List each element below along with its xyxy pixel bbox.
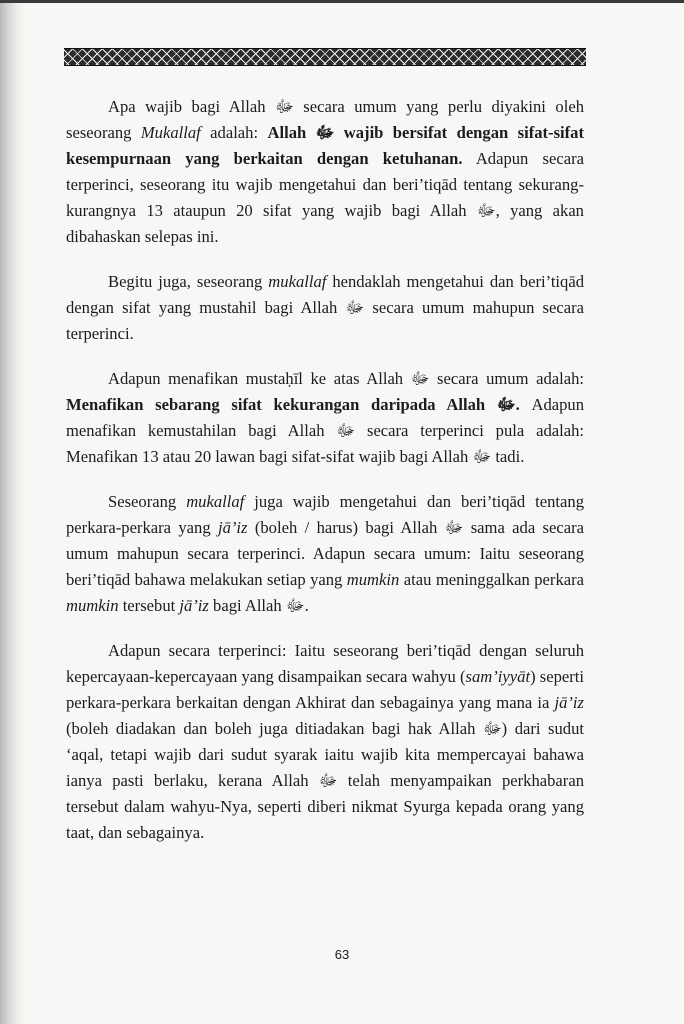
page-number: 63 xyxy=(334,947,350,962)
honorific-glyph: ﷻ xyxy=(476,201,496,220)
honorific-glyph: ﷻ xyxy=(275,97,294,116)
honorific-glyph: ﷻ xyxy=(496,395,516,414)
honorific-glyph: ﷻ xyxy=(285,596,305,615)
honorific-glyph: ﷻ xyxy=(472,447,492,466)
top-edge-rule xyxy=(0,0,684,3)
paragraph-5: Adapun secara terperinci: Iaitu seseorang beri’tiqād dengan seluruh kepercayaan-kepercayaan yang disampaikan secara wahyu (sam’iyyāt) seperti perkara-perkara berkaitan dengan Akhirat dan sebagainya yang mana ia jā’iz (boleh diadakan dan boleh juga ditiadakan bagi hak Allah ﷻ) dari sudut ‘aqal, tetapi wajib dari sudut syarak iaitu wajib kita mempercayai bahawa ianya pasti berlaku, kerana Allah ﷻ telah menyampaikan perkhabaran tersebut dalam wahyu-Nya, seperti diberi nikmat Syurga kepada orang yang taat, dan sebagainya. xyxy=(66,641,584,842)
honorific-glyph: ﷻ xyxy=(410,369,430,388)
paragraph-3: Adapun menafikan mustaḥīl ke atas Allah ﷻ secara umum adalah: Menafikan sebarang sifat kekurangan daripada Allah ﷻ. Adapun menafikan kemustahilan bagi Allah ﷻ secara terperinci pula adalah: Menafikan 13 atau 20 lawan bagi sifat-sifat wajib bagi Allah ﷻ tadi. xyxy=(66,369,585,466)
paragraph-1: Apa wajib bagi Allah ﷻ secara umum yang perlu diyakini oleh seseorang Mukallaf adalah: Allah ﷻ wajib bersifat dengan sifat-sifat kesempurnaan yang berkaitan dengan ketuhanan. Adapun secara terperinci, seseorang itu wajib mengetahui dan beri’tiqād tentang sekurang-kurangnya 13 ataupun 20 sifat yang wajib bagi Allah ﷻ, yang akan dibahaskan selepas ini. xyxy=(66,97,584,246)
honorific-glyph: ﷻ xyxy=(482,719,502,738)
honorific-glyph: ﷻ xyxy=(444,518,464,537)
paragraph-4: Seseorang mukallaf juga wajib mengetahui dan beri’tiqād tentang perkara-perkara yang jā’iz (boleh / harus) bagi Allah ﷻ sama ada secara umum mahupun secara terperinci. Adapun secara umum: Iaitu seseorang beri’tiqād bahawa melakukan setiap yang mumkin atau meninggalkan perkara mumkin tersebut jā’iz bagi Allah ﷻ. xyxy=(66,492,584,615)
honorific-glyph: ﷻ xyxy=(345,298,365,317)
header-ornament-border xyxy=(64,48,586,66)
honorific-glyph: ﷻ xyxy=(315,123,335,142)
paragraph-2: Begitu juga, seseorang mukallaf hendaklah mengetahui dan beri’tiqād dengan sifat yang mustahil bagi Allah ﷻ secara umum mahupun secara terperinci. xyxy=(66,272,584,343)
page-spine-shadow xyxy=(0,0,26,1024)
honorific-glyph: ﷻ xyxy=(336,421,356,440)
honorific-glyph: ﷻ xyxy=(318,771,338,790)
body-text xyxy=(66,94,584,865)
